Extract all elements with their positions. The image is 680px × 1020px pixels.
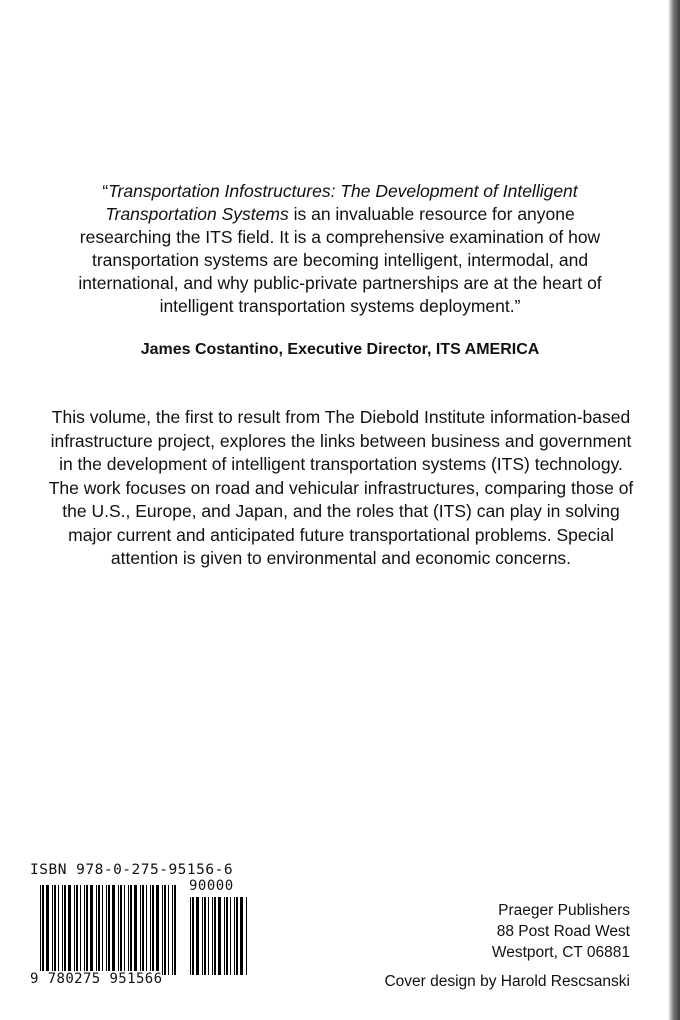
barcode-bar	[120, 885, 122, 975]
barcode-bar	[118, 885, 119, 975]
barcode-bar	[64, 885, 66, 975]
barcode-bar	[134, 885, 137, 975]
barcode-bar	[168, 885, 169, 975]
barcode-bar	[68, 885, 71, 975]
barcode-digits: 9 780275 951566	[30, 971, 163, 987]
barcode-bar	[142, 885, 144, 975]
quote-text: is an invaluable resource for anyone researching the ITS field. It is a comprehensive examination of how transportation systems are becoming intelligent, intermodal, and international, and why public-private partnerships are at the heart of intelligent transportation systems deployment.”	[78, 204, 602, 316]
barcode-bar	[58, 885, 59, 975]
barcode-bar	[234, 897, 235, 975]
barcode-bar	[146, 885, 147, 975]
book-description: This volume, the first to result from The Diebold Institute information-based infrastructure project, explores the links between business and government in the development of intelligent transportation systems (ITS) technology. The work focuses on road and vehicular infrastructures, comparing those of the U.S., Europe, and Japan, and the roles that (ITS) can play in solving major current and anticipated future transportational problems. Special attention is given to environmental and economic concerns.	[48, 407, 634, 568]
barcode-bar	[164, 885, 166, 975]
barcode-bar	[84, 885, 85, 975]
barcode-bar	[62, 885, 63, 975]
barcode-bar	[172, 885, 173, 975]
barcode-bar	[40, 885, 41, 975]
isbn-label: ISBN 978-0-275-95156-6	[30, 862, 234, 878]
barcode-bar	[106, 885, 107, 975]
barcode-bar	[190, 897, 191, 975]
barcode-bar	[214, 897, 216, 975]
barcode-bar	[46, 885, 49, 975]
barcode-bar	[86, 885, 88, 975]
barcode-bar	[174, 885, 176, 975]
price-code: 90000	[189, 878, 234, 894]
barcode-bar	[226, 897, 228, 975]
quote-attribution: James Costantino, Executive Director, ITS AMERICA	[140, 341, 540, 358]
barcode-bar	[128, 885, 129, 975]
barcode-bar	[140, 885, 141, 975]
barcode-bar	[52, 885, 53, 975]
barcode-bar	[112, 885, 115, 975]
barcode-bar	[102, 885, 103, 975]
spine-edge	[668, 0, 680, 1020]
barcode-bar	[90, 885, 93, 975]
barcode-bar	[246, 897, 247, 975]
barcode-bar	[240, 897, 243, 975]
barcode-bar	[74, 885, 75, 975]
barcode-bar	[54, 885, 56, 975]
barcode-bar	[236, 897, 238, 975]
barcode-bar	[80, 885, 81, 975]
barcode-bar	[162, 885, 163, 975]
barcode-bar	[208, 897, 209, 975]
barcode-bar	[42, 885, 44, 975]
barcode-bar	[130, 885, 132, 975]
publisher-address	[492, 900, 630, 963]
barcode-bar	[218, 897, 221, 975]
barcode-bar	[98, 885, 100, 975]
barcode-bar	[192, 897, 194, 975]
barcode-bar	[202, 897, 203, 975]
barcode-bar	[152, 885, 154, 975]
barcode-bar	[224, 897, 225, 975]
barcode-bar	[96, 885, 97, 975]
barcode-bar	[204, 897, 206, 975]
barcode-bar	[196, 897, 199, 975]
barcode-bar	[150, 885, 151, 975]
publisher-street: 88 Post Road West	[496, 923, 630, 940]
cover-design-credit: Cover design by Harold Rescsanski	[384, 973, 630, 990]
barcode-bar	[212, 897, 213, 975]
barcode-bar	[230, 897, 231, 975]
review-quote	[60, 180, 620, 318]
quote-book-title: Transportation Infostructures: The Development of Intelligent Transportation Systems	[105, 181, 578, 224]
publisher-name: Praeger Publishers	[498, 902, 630, 919]
barcode-bar	[76, 885, 78, 975]
barcode-bar	[156, 885, 159, 975]
publisher-city: Westport, CT 06881	[491, 944, 630, 961]
quote-open-mark: “	[102, 181, 109, 201]
barcode-bar	[124, 885, 125, 975]
isbn-barcode	[30, 885, 250, 985]
barcode-bar	[108, 885, 110, 975]
